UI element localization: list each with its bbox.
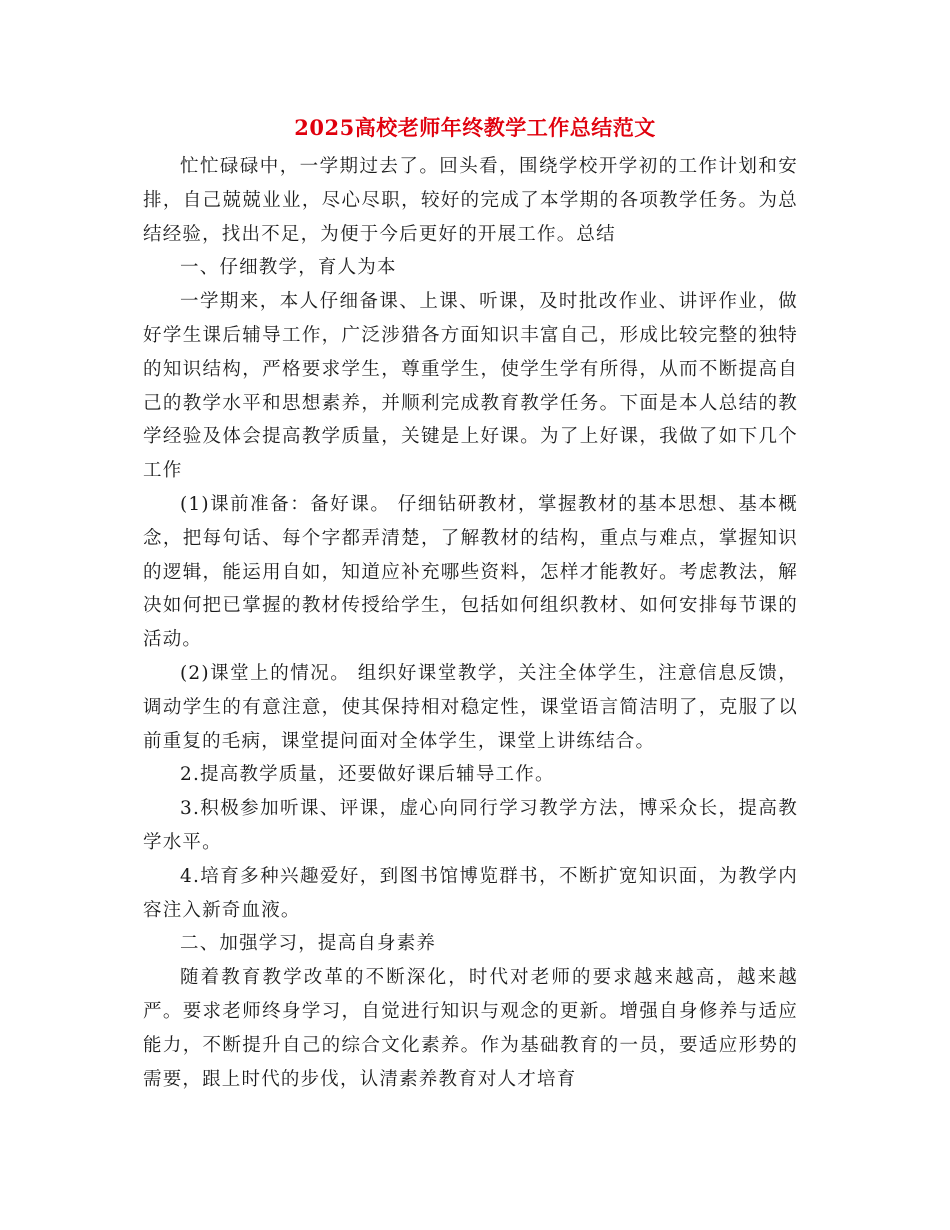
section-heading-1: 一、仔细教学，育人为本: [180, 257, 397, 279]
paragraph-item-5: 4.培育多种兴趣爱好，到图书馆博览群书，不断扩宽知识面，为教学内容注入新奇血液。: [143, 865, 798, 921]
paragraph-item-3: 2.提高教学质量，还要做好课后辅导工作。: [180, 764, 555, 786]
paragraph-section-1: 一学期来，本人仔细备课、上课、听课，及时批改作业、讲评作业，做好学生课后辅导工作，广泛涉猎各方面知识丰富自己，形成比较完整的独特的知识结构，严格要求学生，尊重学生，使学生学有所得，从而不断提高自己的教学水平和思想素养，并顺利完成教育教学任务。下面是本人总结的教学经验及体会提高教学质量，关键是上好课。为了上好课，我做了如下几个工作: [143, 291, 798, 482]
document-body: [143, 150, 798, 1096]
document-title: 2025高校老师年终教学工作总结范文: [294, 115, 656, 140]
paragraph-item-4: 3.积极参加听课、评课，虚心向同行学习教学方法，博采众长，提高教学水平。: [143, 798, 798, 853]
paragraph-item-2: (2)课堂上的情况。 组织好课堂教学，关注全体学生，注意信息反馈，调动学生的有意注意，使其保持相对稳定性，课堂语言简洁明了，克服了以前重复的毛病，课堂提问面对全体学生，课堂上讲练结合。: [143, 662, 798, 752]
paragraph-section-2: 随着教育教学改革的不断深化，时代对老师的要求越来越高，越来越严。要求老师终身学习，自觉进行知识与观念的更新。增强自身修养与适应能力，不断提升自己的综合文化素养。作为基础教育的一员，要适应形势的需要，跟上时代的步伐，认清素养教育对人才培育: [143, 967, 798, 1090]
paragraph-item-1: (1)课前准备：备好课。 仔细钻研教材，掌握教材的基本思想、基本概念，把每句话、每个字都弄清楚，了解教材的结构，重点与难点，掌握知识的逻辑，能运用自如，知道应补充哪些资料，怎样才能教好。考虑教法，解决如何把已掌握的教材传授给学生，包括如何组织教材、如何安排每节课的活动。: [143, 493, 798, 651]
section-heading-2: 二、加强学习，提高自身素养: [180, 933, 437, 955]
paragraph-intro: 忙忙碌碌中，一学期过去了。回头看，围绕学校开学初的工作计划和安排，自己兢兢业业，尽心尽职，较好的完成了本学期的各项教学任务。为总结经验，找出不足，为便于今后更好的开展工作。总结: [143, 156, 798, 245]
